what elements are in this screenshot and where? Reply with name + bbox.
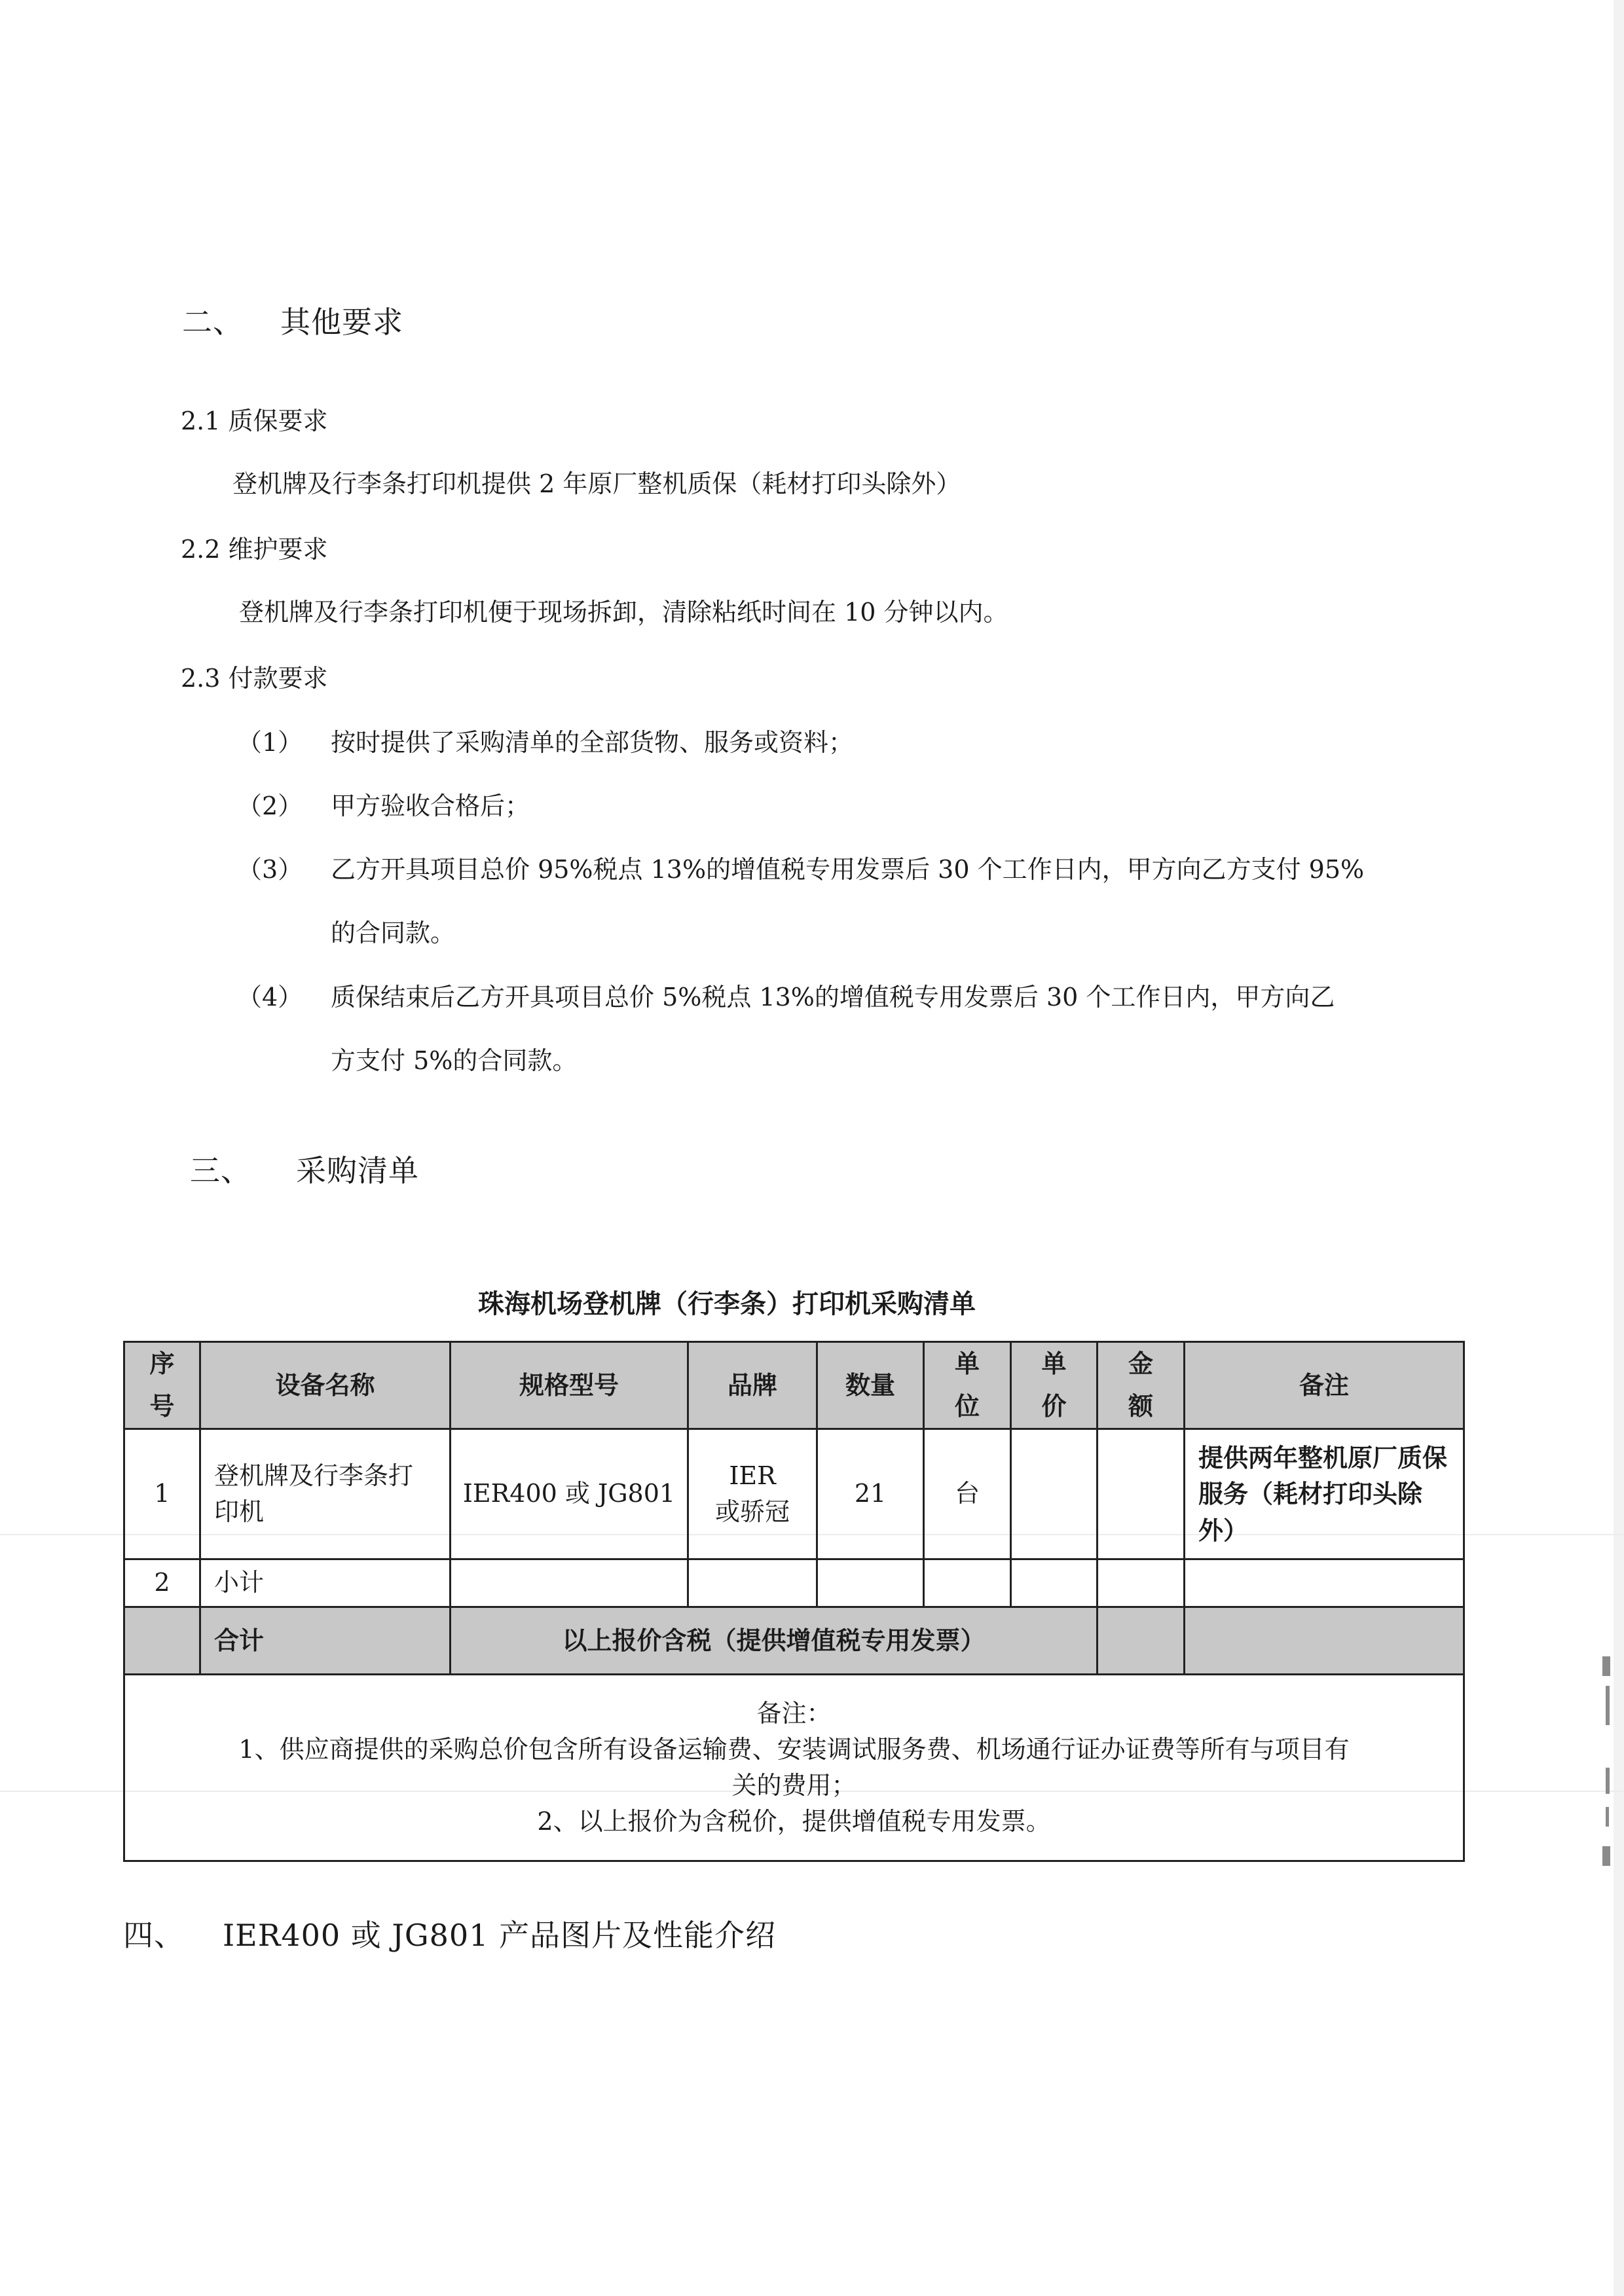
notes-line-1: 1、供应商提供的采购总价包含所有设备运输费、安装调试服务费、机场通行证办证费等所有与项目有	[238, 1734, 1350, 1764]
header-seq: 序号	[124, 1342, 200, 1429]
cell-name: 小计	[200, 1559, 451, 1607]
seal-edge-mark	[1606, 1807, 1609, 1827]
header-brand: 品牌	[688, 1342, 817, 1429]
table-row	[124, 1429, 1464, 1559]
section4-number: 四、	[123, 1918, 185, 1953]
header-unit: 单位	[924, 1342, 1011, 1429]
header-amount: 金额	[1098, 1342, 1185, 1429]
cell-name: 登机牌及行李条打印机	[200, 1429, 451, 1559]
notes-line-2: 2、以上报价为含税价，提供增值税专用发票。	[537, 1807, 1051, 1836]
cell-seq: 2	[124, 1559, 200, 1607]
cell-price	[1011, 1559, 1098, 1607]
sub3-title: 2.3 付款要求	[181, 664, 328, 693]
sub2-text: 登机牌及行李条打印机便于现场拆卸，清除粘纸时间在 10 分钟以内。	[239, 598, 1008, 627]
section2-number: 二、	[182, 304, 244, 340]
notes-cell	[124, 1675, 1464, 1861]
sub2-title: 2.2 维护要求	[181, 535, 328, 564]
cell-remark	[1185, 1559, 1464, 1607]
scan-edge	[1614, 0, 1624, 2296]
table-row	[124, 1559, 1464, 1607]
table-caption: 珠海机场登机牌（行李条）打印机采购清单	[478, 1288, 976, 1319]
seal-edge-mark	[1602, 1656, 1610, 1676]
cell-brand	[688, 1559, 817, 1607]
pay-item-1-text: 按时提供了采购清单的全部货物、服务或资料；	[331, 728, 854, 757]
total-amount-empty	[1098, 1607, 1185, 1675]
pay-item-2-text: 甲方验收合格后；	[331, 792, 530, 820]
header-remark: 备注	[1185, 1342, 1464, 1429]
sub1-title: 2.1 质保要求	[181, 407, 328, 435]
cell-unit	[924, 1559, 1011, 1607]
header-model: 规格型号	[451, 1342, 688, 1429]
total-label: 合计	[200, 1607, 451, 1675]
pay-item-3-text: 乙方开具项目总价 95%税点 13%的增值税专用发票后 30 个工作日内，甲方向乙方支付 95%	[331, 855, 1365, 884]
cell-price	[1011, 1429, 1098, 1559]
total-remark-empty	[1185, 1607, 1464, 1675]
cell-qty	[817, 1559, 924, 1607]
cell-qty: 21	[817, 1429, 924, 1559]
header-name: 设备名称	[200, 1342, 451, 1429]
notes-title: 备注：	[756, 1698, 832, 1728]
header-price: 单价	[1011, 1342, 1098, 1429]
section3-number: 三、	[190, 1153, 251, 1188]
sub1-text: 登机牌及行李条打印机提供 2 年原厂整机质保（耗材打印头除外）	[232, 469, 961, 498]
cell-unit: 台	[924, 1429, 1011, 1559]
section3-title: 采购清单	[296, 1153, 419, 1188]
cell-amount	[1098, 1559, 1185, 1607]
pay-item-3-num: （3）	[237, 855, 303, 884]
notes-row	[124, 1675, 1464, 1861]
section4-title: IER400 或 JG801 产品图片及性能介绍	[223, 1918, 777, 1953]
cell-brand: IER 或骄冠	[688, 1429, 817, 1559]
seal-edge-mark	[1606, 1768, 1610, 1794]
header-qty: 数量	[817, 1342, 924, 1429]
cell-amount	[1098, 1429, 1185, 1559]
table-header-row	[124, 1342, 1464, 1429]
total-text: 以上报价含税（提供增值税专用发票）	[451, 1607, 1098, 1675]
cell-seq: 1	[124, 1429, 200, 1559]
section2-title: 其他要求	[280, 304, 403, 340]
cell-model: IER400 或 JG801	[451, 1429, 688, 1559]
total-row	[124, 1607, 1464, 1675]
pay-item-4-text: 质保结束后乙方开具项目总价 5%税点 13%的增值税专用发票后 30 个工作日内，甲方向乙	[331, 983, 1335, 1011]
seal-edge-mark	[1606, 1686, 1610, 1725]
pay-item-4-text-cont: 方支付 5%的合同款。	[331, 1046, 578, 1075]
pay-item-4-num: （4）	[237, 983, 303, 1011]
notes-line-1-cont: 关的费用；	[731, 1771, 857, 1800]
total-seq-empty	[124, 1607, 200, 1675]
cell-model	[451, 1559, 688, 1607]
cell-remark: 提供两年整机原厂质保服务（耗材打印头除外）	[1185, 1429, 1464, 1559]
pay-item-2-num: （2）	[237, 792, 303, 820]
seal-edge-mark	[1602, 1846, 1610, 1866]
procurement-table	[123, 1341, 1465, 1862]
pay-item-1-num: （1）	[237, 728, 303, 757]
pay-item-3-text-cont: 的合同款。	[331, 919, 456, 947]
